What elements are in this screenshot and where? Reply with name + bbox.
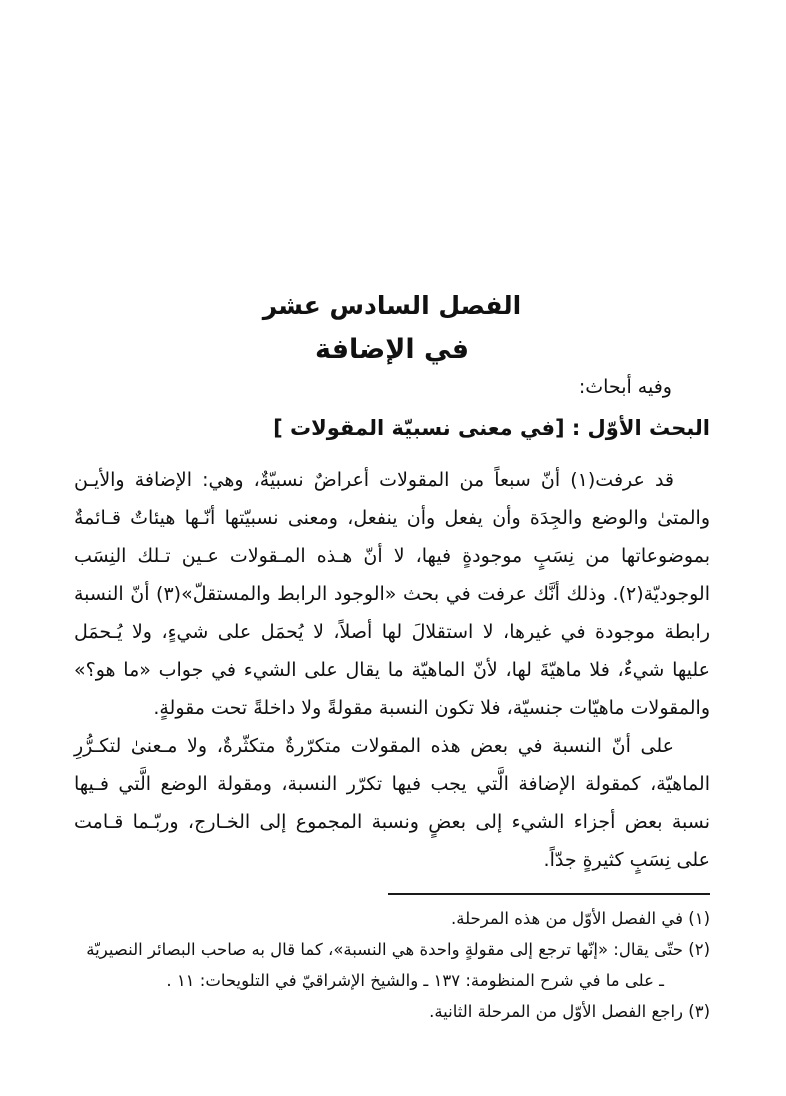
footnote-line: (٢) حتّى يقال: «إنّها ترجع إلى مقولةٍ واحدة هي النسبة»، كما قال به صاحب البصائر النصيريّة <box>86 940 710 959</box>
body-line: رابطة موجودة في غيرها، لا استقلالَ لها أصلاً، لا يُحمَل على شيءٍ، ولا يُـحمَل <box>74 621 710 643</box>
footnote-line: ـ على ما في شرح المنظومة: ١٣٧ ـ والشيخ الإشراقيّ في التلويحات: ١١ . <box>166 971 664 990</box>
page-content <box>74 0 710 1027</box>
footnotes <box>74 903 710 1027</box>
body-line: الماهيّة، كمقولة الإضافة الَّتي يجب فيها تكرّر النسبة، ومقولة الوضع الَّتي فـيها <box>74 773 710 795</box>
body-line: والمتىٰ والوضع والجِدَة وأن يفعل وأن ينفعل، ومعنى نسبيّتها أنّـها هيئاتٌ قـائمةٌ <box>74 507 710 529</box>
intro-line: وفيه أبحاث: <box>578 376 672 398</box>
body-line: على نِسَبٍ كثيرةٍ جدّاً. <box>543 849 710 871</box>
section-heading: البحث الأوّل : [في معنى نسبيّة المقولات ] <box>273 416 710 440</box>
footnote-line: (١) في الفصل الأوّل من هذه المرحلة. <box>451 909 710 928</box>
body-line: بموضوعاتها من نِسَبٍ موجودةٍ فيها، لا أنّ هـذه المـقولات عـين تـلك النِسَب <box>74 545 710 567</box>
footnote-line: (٣) راجع الفصل الأوّل من المرحلة الثانية. <box>429 1002 710 1021</box>
body-line: والمقولات ماهيّات جنسيّة، فلا تكون النسبة مقولةً ولا داخلةً تحت مقولةٍ. <box>153 697 710 719</box>
chapter-subtitle: في الإضافة <box>314 334 470 365</box>
body-text <box>74 461 710 879</box>
body-line: عليها شيءٌ، فلا ماهيّةَ لها، لأنّ الماهيّة ما يقال على الشيء في جواب «ما هو؟» <box>74 659 710 681</box>
body-line: قد عرفت(١) أنّ سبعاً من المقولات أعراضٌ نسبيّةٌ، وهي: الإضافة والأيـن <box>74 469 674 491</box>
body-line: نسبة بعض أجزاء الشيء إلى بعضٍ ونسبة المجموع إلى الخـارج، وربّـما قـامت <box>74 811 710 833</box>
chapter-title: الفصل السادس عشر <box>262 291 522 320</box>
body-line: الوجوديّة(٢). وذلك أنَّك عرفت في بحث «الوجود الرابط والمستقلّ»(٣) أنّ النسبة <box>74 583 710 605</box>
body-line: على أنّ النسبة في بعض هذه المقولات متكرّرةٌ متكثّرةٌ، ولا مـعنىٰ لتكـرُّرِ <box>74 735 674 757</box>
footnote-separator <box>388 893 710 895</box>
